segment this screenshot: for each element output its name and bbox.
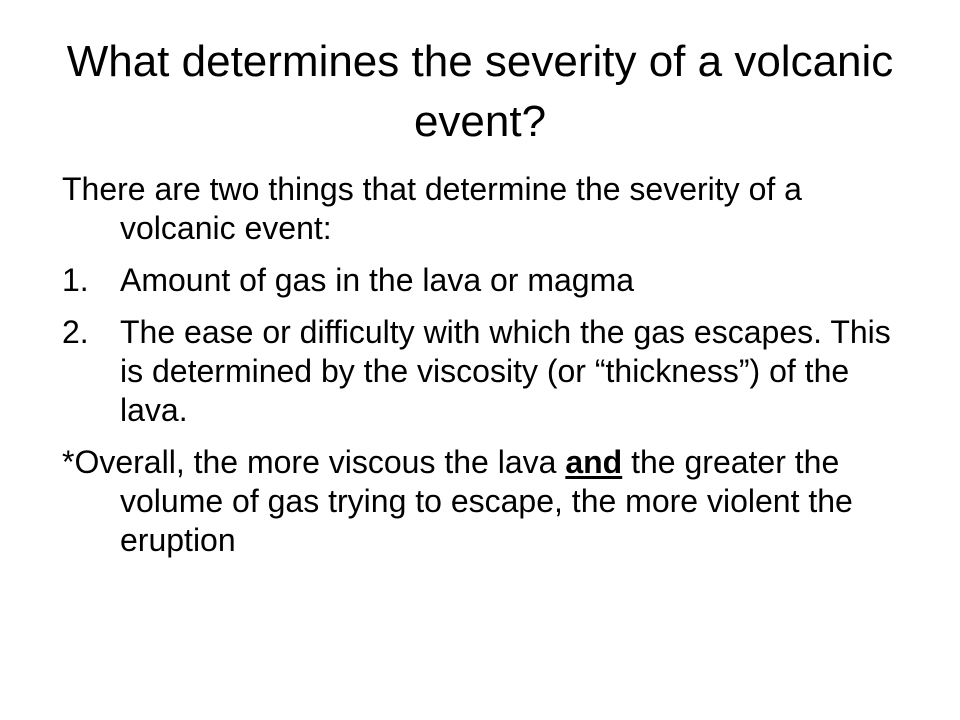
slide-title: What determines the severity of a volcanic event? — [66, 37, 894, 146]
conclusion-paragraph — [62, 443, 912, 560]
list-item-2 — [62, 313, 912, 430]
intro-paragraph: There are two things that determine the severity of a volcanic event: — [62, 171, 802, 246]
list-number-1: 1. — [62, 262, 89, 298]
conclusion-text-end: the greater the volume of gas trying to escape, the more violent the eruption — [120, 444, 853, 558]
list-number-2: 2. — [62, 314, 89, 350]
conclusion-text-start: *Overall, the more viscous the lava — [62, 444, 566, 480]
slide-body — [62, 170, 912, 573]
list-text-1: Amount of gas in the lava or magma — [120, 262, 635, 298]
list-text-2: The ease or difficulty with which the gas escapes. This is determined by the viscosity (or “thickness”) of the lava. — [120, 314, 891, 428]
list-item-1 — [62, 261, 912, 300]
conclusion-emphasis: and — [565, 444, 623, 480]
